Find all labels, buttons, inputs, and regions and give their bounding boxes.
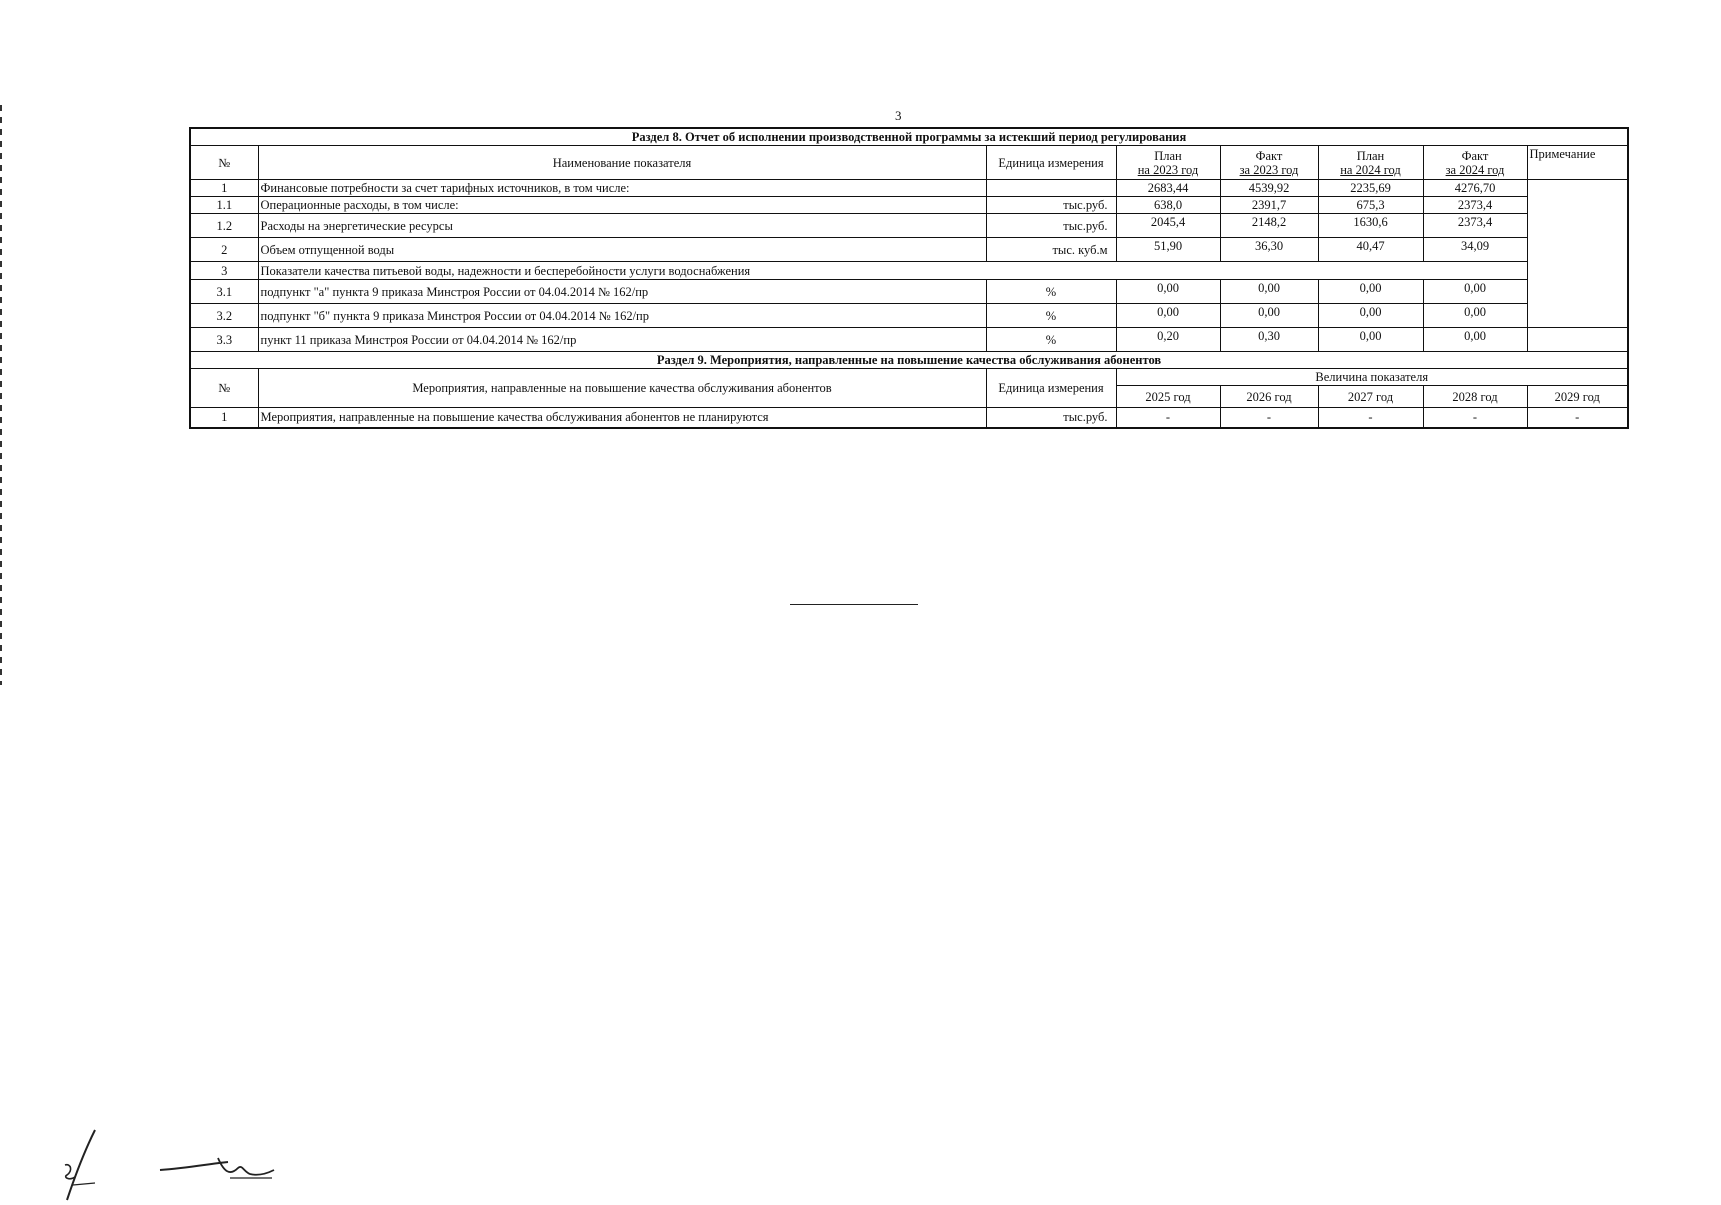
section8-title-row [190,128,1628,146]
row-unit: % [986,328,1116,352]
row-plan-2023: 2683,44 [1116,180,1220,197]
row-name: пункт 11 приказа Минстроя России от 04.04.2014 № 162/пр [258,328,986,352]
end-separator-line [790,604,918,605]
table-row [190,262,1628,280]
row-num: 3 [190,262,258,280]
row-unit: тыс.руб. [986,214,1116,238]
header-value-group: Величина показателя [1116,369,1628,386]
row-fact-2024: 2373,4 [1423,197,1527,214]
row-fact-2024: 0,00 [1423,328,1527,352]
table-row [190,304,1628,328]
table-row [190,238,1628,262]
table-row [190,197,1628,214]
section8-header-row [190,146,1628,180]
row-fact-2024: 0,00 [1423,280,1527,304]
header-fact-2024-l1: Факт [1461,148,1489,163]
row-unit [986,180,1116,197]
header-plan-2023-l1: План [1154,148,1182,163]
row-plan-2024: 0,00 [1318,328,1423,352]
row-fact-2024: 4276,70 [1423,180,1527,197]
header-unit: Единица измерения [986,369,1116,408]
row-plan-2023: 0,20 [1116,328,1220,352]
header-plan-2023-l2: на 2023 год [1137,162,1199,177]
header-plan-2024-l1: План [1356,148,1385,163]
row-name: Мероприятия, направленные на повышение качества обслуживания абонентов не планируются [258,408,986,428]
section9-header-row [190,369,1628,386]
row-num: 1 [190,180,258,197]
row-value: - [1116,408,1220,428]
row-value: - [1527,408,1628,428]
row-plan-2024: 0,00 [1318,280,1423,304]
row-unit: % [986,280,1116,304]
note-cell [1527,180,1628,328]
row-fact-2023: 0,30 [1220,328,1318,352]
row-num: 2 [190,238,258,262]
header-year: 2027 год [1318,386,1423,408]
row-unit: тыс.руб. [986,408,1116,428]
row-num: 3.2 [190,304,258,328]
row-plan-2023: 51,90 [1116,238,1220,262]
header-fact-2024-l2: за 2024 год [1445,162,1505,177]
row-name: Расходы на энергетические ресурсы [258,214,986,238]
row-plan-2024: 1630,6 [1318,214,1423,238]
header-year: 2026 год [1220,386,1318,408]
header-measures: Мероприятия, направленные на повышение качества обслуживания абонентов [258,369,986,408]
section9-title-row [190,352,1628,369]
header-fact-2023-l1: Факт [1255,148,1283,163]
header-year: 2028 год [1423,386,1527,408]
header-unit: Единица измерения [986,146,1116,180]
row-unit: тыс. куб.м [986,238,1116,262]
header-plan-2024-l2: на 2024 год [1340,162,1401,177]
row-plan-2024: 0,00 [1318,304,1423,328]
report-table [189,127,1629,429]
handwritten-signature-1 [55,1125,115,1205]
row-value: - [1423,408,1527,428]
row-fact-2023: 2148,2 [1220,214,1318,238]
row-fact-2024: 34,09 [1423,238,1527,262]
row-num: 3.3 [190,328,258,352]
header-plan-2024 [1318,146,1423,180]
row-name: подпункт "а" пункта 9 приказа Минстроя России от 04.04.2014 № 162/пр [258,280,986,304]
header-note: Примечание [1527,146,1628,180]
row-unit: тыс.руб. [986,197,1116,214]
scan-edge-mark [0,105,2,685]
row-name: Объем отпущенной воды [258,238,986,262]
section9-title: Раздел 9. Мероприятия, направленные на повышение качества обслуживания абонентов [190,352,1628,369]
header-num: № [190,146,258,180]
header-fact-2023 [1220,146,1318,180]
row-fact-2023: 0,00 [1220,304,1318,328]
section8-title: Раздел 8. Отчет об исполнении производственной программы за истекший период регулирования [190,128,1628,146]
row-value: - [1220,408,1318,428]
row-plan-2023: 2045,4 [1116,214,1220,238]
page-number: 3 [895,108,902,123]
table-row [190,180,1628,197]
table-row [190,328,1628,352]
table-row [190,214,1628,238]
header-num: № [190,369,258,408]
row-fact-2023: 36,30 [1220,238,1318,262]
row-fact-2023: 0,00 [1220,280,1318,304]
row-name: подпункт "б" пункта 9 приказа Минстроя России от 04.04.2014 № 162/пр [258,304,986,328]
row-value: - [1318,408,1423,428]
row-plan-2024: 675,3 [1318,197,1423,214]
row-num: 1.2 [190,214,258,238]
row-name: Показатели качества питьевой воды, надежности и бесперебойности услуги водоснабжения [258,262,1527,280]
table-row [190,408,1628,428]
table-row [190,280,1628,304]
header-fact-2024 [1423,146,1527,180]
row-unit: % [986,304,1116,328]
row-plan-2023: 0,00 [1116,280,1220,304]
header-year: 2029 год [1527,386,1628,408]
row-plan-2023: 0,00 [1116,304,1220,328]
row-fact-2023: 2391,7 [1220,197,1318,214]
header-fact-2023-l2: за 2023 год [1239,162,1299,177]
row-fact-2024: 2373,4 [1423,214,1527,238]
row-fact-2023: 4539,92 [1220,180,1318,197]
handwritten-signature-2 [158,1148,278,1188]
row-name: Операционные расходы, в том числе: [258,197,986,214]
row-plan-2023: 638,0 [1116,197,1220,214]
header-year: 2025 год [1116,386,1220,408]
row-fact-2024: 0,00 [1423,304,1527,328]
row-num: 3.1 [190,280,258,304]
header-name: Наименование показателя [258,146,986,180]
row-plan-2024: 2235,69 [1318,180,1423,197]
row-name: Финансовые потребности за счет тарифных источников, в том числе: [258,180,986,197]
header-plan-2023 [1116,146,1220,180]
note-cell [1527,328,1628,352]
row-num: 1 [190,408,258,428]
row-plan-2024: 40,47 [1318,238,1423,262]
row-num: 1.1 [190,197,258,214]
